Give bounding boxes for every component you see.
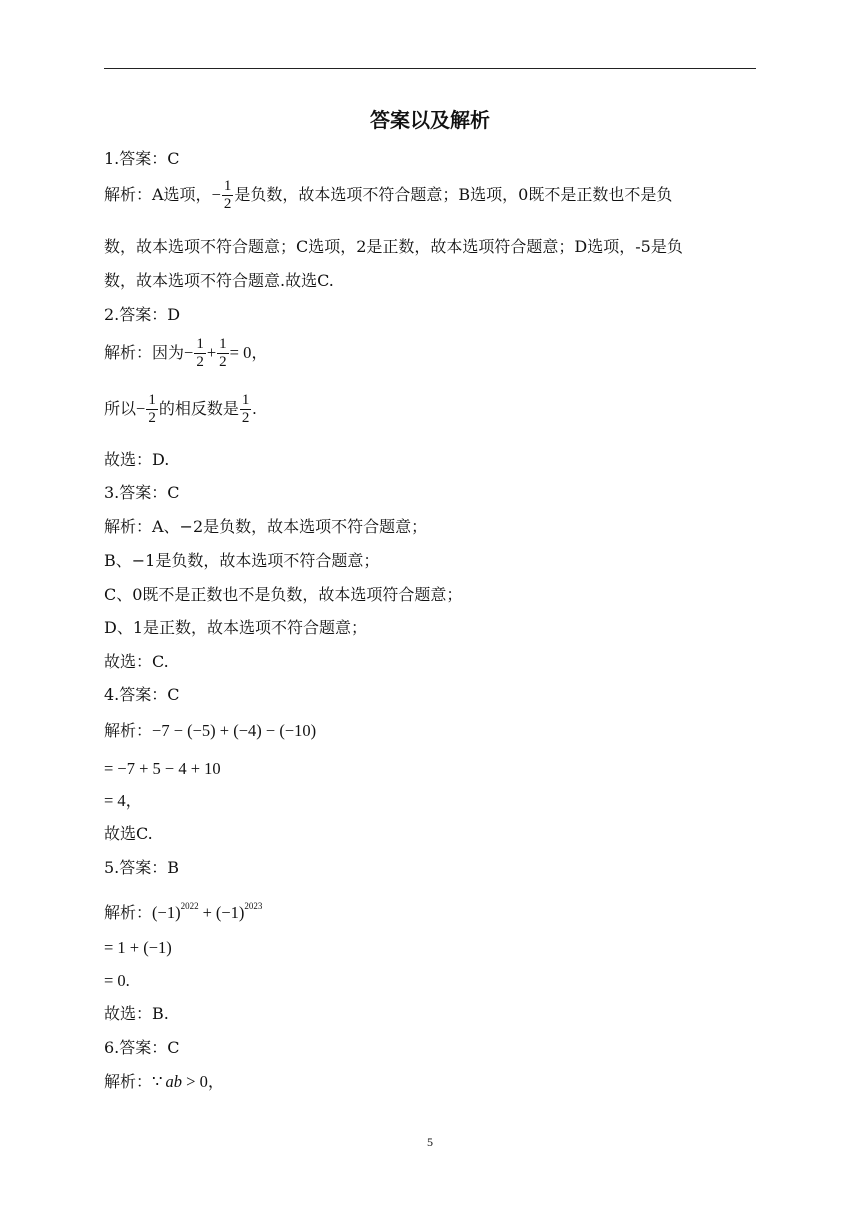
q5-answer: 5.答案：B xyxy=(104,858,180,877)
q1-frac-num: 1 xyxy=(223,178,232,194)
q3-line-5: 故选：C. xyxy=(104,652,169,671)
q5-choice: 故选：B. xyxy=(104,1004,169,1023)
q3-line-4: D、1是正数，故本选项不符合题意； xyxy=(104,618,368,637)
q1-frac-den: 2 xyxy=(223,196,232,212)
q5-exponent-2: 2023 xyxy=(244,901,263,911)
q1-exp-rest: 是负数，故本选项不符合题意；B选项，0既不是正数也不是负 xyxy=(234,185,673,204)
q6-because-symbol: ∵ xyxy=(152,1072,163,1091)
q2-l2-tail: . xyxy=(252,399,257,418)
q2-l2-mid: 的相反数是 xyxy=(158,399,239,418)
q6-condition: > 0， xyxy=(182,1072,225,1091)
q3-line-1: 解析：A、−2是负数，故本选项不符合题意； xyxy=(104,517,428,536)
q6-answer: 6.答案：C xyxy=(104,1038,180,1057)
q6-exp-prefix: 解析： xyxy=(104,1072,153,1091)
q2-explanation-line1 xyxy=(104,336,268,371)
q2-l2-prefix: 所以 xyxy=(104,399,137,418)
q2-l2-f1-den: 2 xyxy=(148,410,156,426)
q2-f1-den: 2 xyxy=(196,354,204,370)
q2-l2-f1-num: 1 xyxy=(148,392,156,408)
q2-f2-den: 2 xyxy=(219,354,227,370)
q4-exp-prefix: 解析： xyxy=(104,721,153,740)
q2-explanation-line2 xyxy=(104,392,256,427)
q4-step-1: = −7 + 5 − 4 + 10 xyxy=(104,759,221,778)
q1-exp-prefix: 解析：A选项， xyxy=(104,185,212,204)
q4-explanation xyxy=(104,720,316,742)
q2-exp-prefix: 解析：因为 xyxy=(104,343,185,362)
q2-answer: 2.答案：D xyxy=(104,305,181,324)
q5-base-2: (−1) xyxy=(215,903,245,922)
q4-answer: 4.答案：C xyxy=(104,685,180,704)
q3-line-3: C、0既不是正数也不是负数，故本选项符合题意； xyxy=(104,585,463,604)
q2-l2-f2-den: 2 xyxy=(241,410,250,426)
q5-plus: + xyxy=(202,903,212,922)
page-title: 答案以及解析 xyxy=(370,108,490,132)
q5-step-2: = 0. xyxy=(104,971,130,990)
q2-l2-f2-num: 1 xyxy=(241,392,250,408)
q2-eq-tail: = 0， xyxy=(229,343,268,362)
q3-line-2: B、−1是负数，故本选项不符合题意； xyxy=(104,551,380,570)
q5-step-1: = 1 + (−1) xyxy=(104,938,172,957)
q2-f2-num: 1 xyxy=(219,336,227,352)
q4-step-2: = 4， xyxy=(104,791,143,810)
q1-explanation-line2: 数，故本选项不符合题意；C选项，2是正数，故本选项符合题意；D选项，-5是负 xyxy=(104,237,683,256)
q5-exp-prefix: 解析： xyxy=(104,903,153,922)
q2-fraction-1 xyxy=(194,336,206,371)
header-rule xyxy=(104,68,756,69)
q1-explanation-line1 xyxy=(104,178,672,213)
q5-base-1: (−1) xyxy=(152,903,181,922)
q2-f1-num: 1 xyxy=(196,336,204,352)
q3-answer: 3.答案：C xyxy=(104,483,180,502)
q2-choice: 故选：D. xyxy=(104,450,170,469)
q6-explanation xyxy=(104,1071,224,1093)
q4-expression: −7 − (−5) + (−4) − (−10) xyxy=(152,721,317,740)
q2-sign: − xyxy=(184,343,194,362)
q2-fraction-2 xyxy=(217,336,229,371)
page-number: 5 xyxy=(427,1135,433,1149)
q1-fraction xyxy=(222,178,234,213)
q6-variable: ab xyxy=(165,1072,183,1091)
q5-explanation xyxy=(104,895,262,924)
q2-l2-fraction-1 xyxy=(146,392,158,427)
q5-exponent-1: 2022 xyxy=(180,901,199,911)
q1-answer: 1.答案：C xyxy=(104,149,180,168)
q4-choice: 故选C. xyxy=(104,824,153,843)
q1-frac-sign: − xyxy=(211,185,221,204)
q2-l2-sign: − xyxy=(136,399,146,418)
q2-plus: + xyxy=(206,343,217,362)
q2-l2-fraction-2 xyxy=(240,392,252,427)
q1-explanation-line3: 数，故本选项不符合题意.故选C. xyxy=(104,271,334,290)
